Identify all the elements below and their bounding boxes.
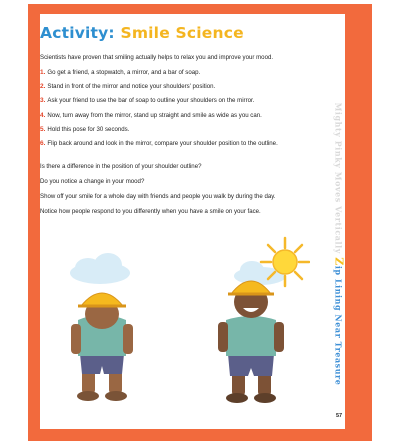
question-mood: Do you notice a change in your mood? (40, 178, 145, 185)
prompt-show-smile: Show off your smile for a whole day with friends and people you walk by during the day. (40, 193, 276, 200)
title-topic: Smile Science (120, 24, 244, 42)
children-illustration (60, 236, 310, 416)
smiling-child (218, 281, 284, 403)
page-title (40, 24, 244, 42)
slouching-child (71, 293, 133, 401)
cloud-icon (70, 253, 130, 284)
sun-icon (261, 238, 309, 286)
question-shoulder: Is there a difference in the position of your shoulder outline? (40, 163, 202, 170)
steps-list (40, 69, 315, 154)
step-item: 2. Stand in front of the mirror and notice your shoulders' position. (40, 83, 216, 91)
step-item: 1. Go get a friend, a stopwatch, a mirror, and a bar of soap. (40, 69, 201, 76)
step-item: 6. Flip back around and look in the mirror, compare your shoulder position to the outline. (40, 139, 278, 147)
sidebar-mnemonic: Mighty Pinky Moves Vertically Zip Lining Near Treasure (332, 102, 346, 386)
prompt-notice: Notice how people respond to you differently when you have a smile on your face. (40, 208, 261, 215)
page-number: 57 (336, 413, 343, 419)
step-item: 5. Hold this pose for 30 seconds. (40, 125, 130, 133)
intro-text: Scientists have proven that smiling actually helps to relax you and improve your mood. (40, 54, 274, 61)
step-item: 4. Now, turn away from the mirror, stand up straight and smile as wide as you can. (40, 111, 262, 119)
step-item: 3. Ask your friend to use the bar of soap to outline your shoulders on the mirror. (40, 97, 255, 105)
title-activity: Activity: (40, 24, 115, 42)
